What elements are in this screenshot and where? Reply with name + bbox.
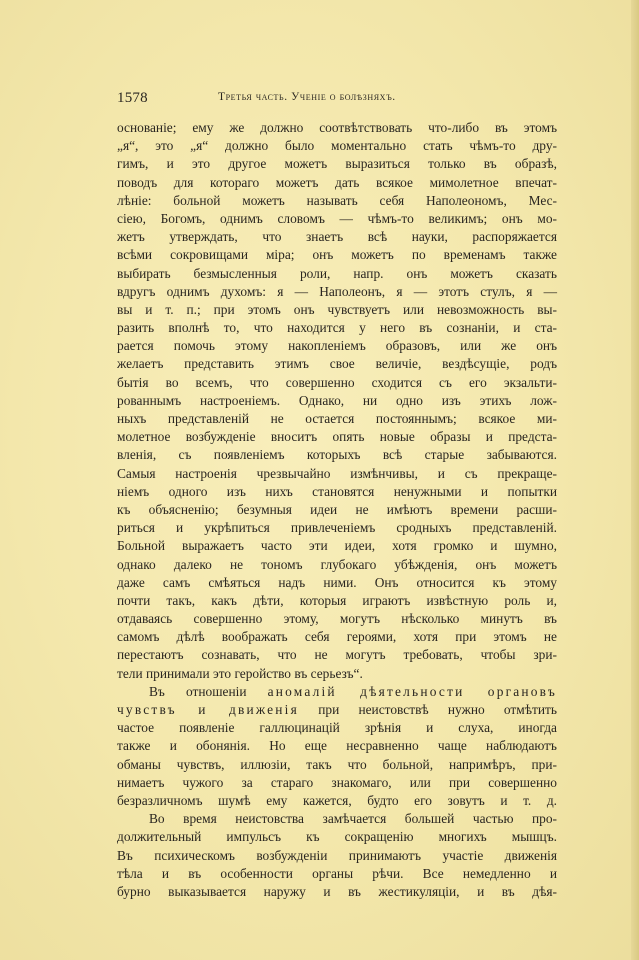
- text-line: вдругъ однимъ духомъ: я — Наполеонъ, я — этотъ стулъ, я —: [117, 283, 557, 299]
- text-line: Больной выражаетъ часто эти идеи, хотя громко и шумно,: [117, 538, 557, 554]
- text-line: [117, 683, 557, 701]
- text-line: нимаетъ чужого за стараго знакомаго, или при совершенно: [117, 774, 557, 790]
- text-line: Самыя настроенія чрезвычайно измѣнчивы, и съ прекраще-: [117, 465, 557, 481]
- emphasized-text: чувствъ и движенія: [117, 702, 299, 717]
- text-line: обманы чувствъ, иллюзіи, такъ что больной, напримѣръ, при-: [117, 756, 557, 772]
- text-line: даже самъ смѣяться надъ ними. Онъ относится къ этому: [117, 574, 557, 590]
- page-body: [117, 119, 557, 901]
- text-line: также и обонянія. Но еще несравненно чаще наблюдаютъ: [117, 738, 557, 754]
- text-line: перестаютъ сознавать, что не могутъ требовать, чтобы зри-: [117, 647, 557, 663]
- text-line: къ объясненію; безумныя идеи не имѣютъ времени расши-: [117, 501, 557, 517]
- text-line: ніемъ одного изъ нихъ становятся ненужными и попытки: [117, 483, 557, 499]
- running-head: Третья часть. Ученіе о болѣзняхъ.: [218, 91, 396, 103]
- text-line: самомъ дѣлѣ воображать себя героями, хотя при этомъ не: [117, 629, 557, 645]
- text-line: тѣла и въ особенности органы рѣчи. Все немедленно и: [117, 865, 557, 881]
- text-line: однако далеко не тономъ глубокаго убѣжденія, онъ можетъ: [117, 556, 557, 572]
- text-span: при неистовствѣ нужно отмѣтить: [318, 702, 558, 717]
- paragraph-lead: Въ отношеніи: [149, 683, 268, 699]
- text-line: поводъ для котораго можетъ дать всякое мимолетное впечат-: [117, 174, 557, 190]
- text-line: [117, 701, 557, 719]
- text-line: бытія во всемъ, что совершенно сходится съ его экзальти-: [117, 374, 557, 390]
- page-edge: [631, 0, 639, 960]
- text-line: жетъ утверждать, что знаетъ всѣ науки, распоряжается: [117, 229, 557, 245]
- text-line: желаетъ представить этимъ свое величіе, вездѣсущіе, родъ: [117, 356, 557, 372]
- text-line: всѣми сокровищами міра; онъ можетъ по временамъ также: [117, 247, 557, 263]
- text-line: должительный импульсъ къ сокращенію многихъ мышцъ.: [117, 829, 557, 845]
- text-line: Въ психическомъ возбужденіи принимаютъ участіе движенія: [117, 847, 557, 863]
- text-line: ныхъ представленій не остается постояннымъ; всякое ми-: [117, 411, 557, 426]
- text-line: вленія, съ появленіемъ которыхъ всѣ старые забываются.: [117, 447, 557, 463]
- text-line: сіею, Богомъ, однимъ словомъ — чѣмъ-то великимъ; онъ мо-: [117, 210, 557, 226]
- text-line: молетное возбужденіе вноситъ опять новые образы и предста-: [117, 429, 557, 445]
- text-line: разить вполнѣ то, что находится у него въ сознаніи, и ста-: [117, 320, 557, 336]
- text-line: „я“, это „я“ должно было моментально стать чѣмъ-то дру-: [117, 138, 557, 154]
- text-line: гимъ, и это другое можетъ выразиться только въ образѣ,: [117, 156, 557, 172]
- text-line: риться и укрѣпиться привлеченіемъ сродныхъ представленій.: [117, 520, 557, 536]
- text-line: лѣніе: больной можетъ называть себя Наполеономъ, Мес-: [117, 192, 557, 208]
- text-line: почти такъ, какъ дѣти, которыя играютъ извѣстную роль и,: [117, 592, 557, 608]
- text-line: рается помочь этому накопленіемъ образовъ, или же онъ: [117, 338, 557, 354]
- emphasized-text: аномалій дѣятельности органовъ: [267, 683, 557, 699]
- page-number: 1578: [117, 90, 148, 106]
- text-line: тели принимали это геройство въ серьезъ“.: [117, 665, 363, 681]
- text-line: основаніе; ему же должно соотвѣтствовать что-либо въ этомъ: [117, 120, 557, 135]
- text-line: отдаваясь совершенно этому, могутъ нѣсколько минутъ въ: [117, 611, 557, 627]
- text-line: безразличномъ шумѣ ему кажется, будто его зовутъ и т. д.: [117, 792, 557, 808]
- page-header: [117, 90, 555, 110]
- text-line: рованнымъ настроеніемъ. Однако, ни одно изъ этихъ лож-: [117, 392, 557, 408]
- text-line: выбирать безмысленныя роли, напр. онъ можетъ сказать: [117, 265, 557, 281]
- text-line: частое появленіе галлюцинацій зрѣнія и слуха, иногда: [117, 720, 557, 736]
- text-line: бурно выказывается наружу и въ жестикуляціи, и въ дѣя-: [117, 883, 557, 899]
- text-line: вы и т. п.; при этомъ онъ чувствуетъ или невозможность вы-: [117, 301, 557, 317]
- text-line: Во время неистовства замѣчается большей частью про-: [149, 811, 557, 827]
